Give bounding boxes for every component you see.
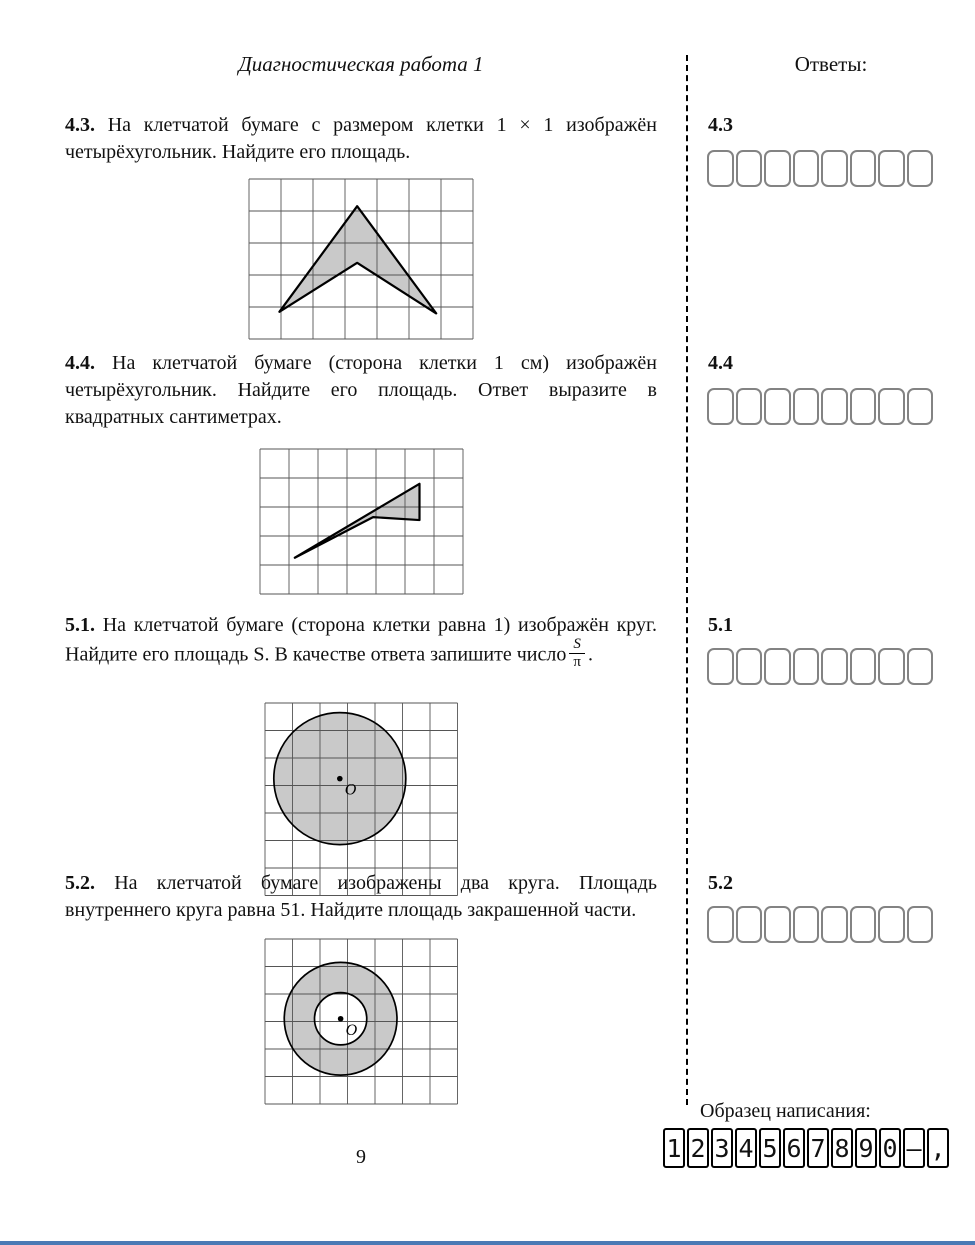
answer-cell[interactable] [707, 388, 734, 425]
problem-5-2 [65, 870, 657, 924]
answer-cell[interactable] [736, 150, 763, 187]
sample-char-cell: 6 [783, 1128, 805, 1168]
problem-number: 4.3. [65, 114, 95, 136]
problem-number: 5.1. [65, 614, 95, 636]
column-divider [686, 55, 688, 1105]
answer-cell[interactable] [707, 906, 734, 943]
answer-cell[interactable] [764, 906, 791, 943]
sample-char-cell: 8 [831, 1128, 853, 1168]
problem-text: На клетчатой бумаге с размером клетки 1 × 1 изображён четырёхугольник. Найдите его площадь. [65, 114, 657, 163]
answer-cell[interactable] [707, 150, 734, 187]
answer-cell[interactable] [850, 906, 877, 943]
problem-number: 4.4. [65, 352, 95, 374]
problem-text: На клетчатой бумаге (сторона клетки равна 1) изображён круг. Найдите его площадь S. В качестве ответа запишите число [65, 614, 657, 666]
sample-char-cell: 3 [711, 1128, 733, 1168]
sample-char-cell: 1 [663, 1128, 685, 1168]
grid-figure [262, 700, 461, 899]
answer-cell[interactable] [907, 150, 934, 187]
sample-char-cell: 5 [759, 1128, 781, 1168]
problem-text: На клетчатой бумаге изображены два круга. Площадь внутреннего круга равна 51. Найдите площадь закрашенной части. [65, 872, 657, 921]
answer-cell[interactable] [821, 150, 848, 187]
answer-cell[interactable] [793, 388, 820, 425]
grid-figure [257, 446, 466, 597]
problem-text-tail: . [587, 643, 593, 666]
answer-row-5-1 [707, 648, 933, 685]
answer-cell[interactable] [821, 906, 848, 943]
problem-4-4 [65, 350, 657, 430]
answer-cell[interactable] [907, 906, 934, 943]
answer-label-4-3: 4.3 [708, 114, 733, 136]
answer-label-4-4: 4.4 [708, 352, 733, 374]
answer-label-5-1: 5.1 [708, 614, 733, 636]
answer-cell[interactable] [736, 388, 763, 425]
answer-cell[interactable] [907, 648, 934, 685]
figure-4-4 [65, 446, 657, 597]
problem-number: 5.2. [65, 872, 95, 894]
answer-cell[interactable] [707, 648, 734, 685]
sample-char-cell: 4 [735, 1128, 757, 1168]
sample-char-cell: 2 [687, 1128, 709, 1168]
answer-cell[interactable] [736, 906, 763, 943]
answer-cell[interactable] [764, 388, 791, 425]
fraction-denominator: π [569, 653, 585, 671]
problem-text: На клетчатой бумаге (сторона клетки 1 см) изображён четырёхугольник. Найдите его площадь. Ответ выразите в квадратных сантиметрах. [65, 352, 657, 428]
sample-char-cell: , [927, 1128, 949, 1168]
answer-row-5-2 [707, 906, 933, 943]
answer-cell[interactable] [764, 648, 791, 685]
answers-header: Ответы: [794, 52, 868, 76]
sample-char-cell: 7 [807, 1128, 829, 1168]
answer-cell[interactable] [850, 648, 877, 685]
answer-cell[interactable] [793, 906, 820, 943]
page-number: 9 [356, 1146, 366, 1168]
fraction-s-over-pi [569, 637, 585, 671]
answer-cell[interactable] [878, 388, 905, 425]
fraction-numerator: S [573, 635, 581, 652]
answer-cell[interactable] [850, 388, 877, 425]
figure-5-1 [65, 700, 657, 899]
problem-5-1 [65, 612, 657, 672]
answer-cell[interactable] [878, 906, 905, 943]
scan-edge-artifact [0, 1241, 975, 1245]
grid-figure [246, 176, 476, 342]
answer-cell[interactable] [793, 648, 820, 685]
grid-figure [262, 936, 461, 1107]
sample-char-cell: 0 [879, 1128, 901, 1168]
answer-cell[interactable] [850, 150, 877, 187]
sample-char-cell: – [903, 1128, 925, 1168]
page-title: Диагностическая работа 1 [238, 52, 484, 76]
answer-cell[interactable] [793, 150, 820, 187]
answer-cell[interactable] [878, 150, 905, 187]
center-point-label: O [344, 781, 357, 799]
answer-cell[interactable] [878, 648, 905, 685]
problem-4-3 [65, 112, 657, 166]
answer-cell[interactable] [907, 388, 934, 425]
sample-writing-label: Образец написания: [700, 1100, 871, 1122]
sample-char-cell: 9 [855, 1128, 877, 1168]
answer-cell[interactable] [764, 150, 791, 187]
answer-row-4-3 [707, 150, 933, 187]
figure-5-2 [65, 936, 657, 1107]
answer-cell[interactable] [821, 648, 848, 685]
answer-row-4-4 [707, 388, 933, 425]
center-point-label: O [345, 1021, 357, 1039]
figure-4-3 [65, 176, 657, 342]
answer-cell[interactable] [736, 648, 763, 685]
sample-writing-row [663, 1128, 949, 1168]
answer-label-5-2: 5.2 [708, 872, 733, 894]
answer-cell[interactable] [821, 388, 848, 425]
